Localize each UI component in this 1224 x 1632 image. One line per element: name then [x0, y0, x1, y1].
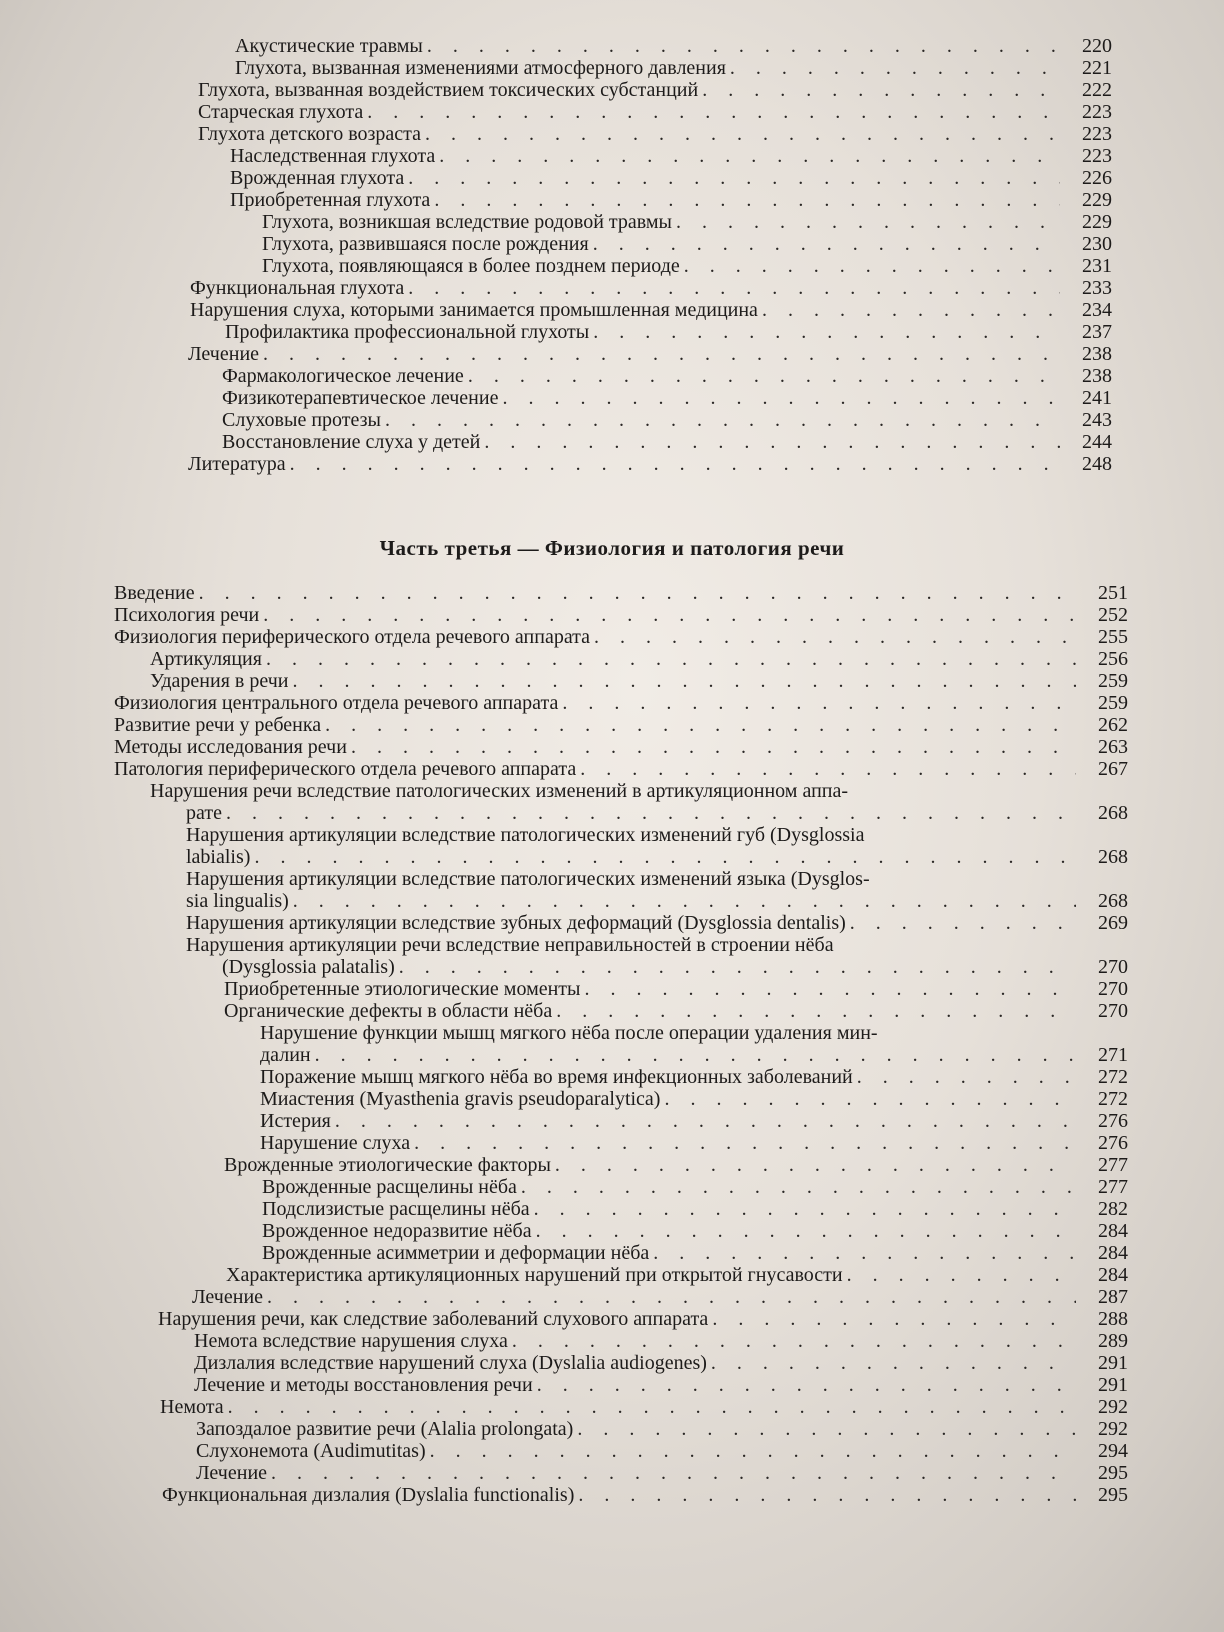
dot-leader — [325, 714, 1076, 736]
dot-leader — [577, 1418, 1076, 1440]
toc-entry — [194, 1352, 1128, 1374]
toc-entry-title: Органические дефекты в области нёба — [224, 1000, 553, 1022]
toc-entry — [262, 211, 1112, 233]
dot-leader — [676, 211, 1060, 233]
toc-entry-page: 292 — [1098, 1396, 1128, 1418]
dot-leader — [468, 365, 1060, 387]
dot-leader — [267, 1286, 1076, 1308]
toc-entry — [190, 299, 1112, 321]
toc-entry — [260, 1110, 1128, 1132]
toc-entry-title: Нарушения артикуляции вследствие зубных деформаций (Dysglossia dentalis) — [186, 912, 846, 934]
dot-leader — [292, 670, 1076, 692]
toc-entry — [262, 1220, 1128, 1242]
toc-entry-title: Немота — [160, 1396, 224, 1418]
toc-entry-page: 268 — [1098, 890, 1128, 912]
toc-entry-page: 262 — [1098, 714, 1128, 736]
toc-entry — [186, 824, 1128, 868]
toc-entry-page: 229 — [1082, 211, 1112, 233]
toc-entry — [235, 57, 1112, 79]
toc-entry-page: 269 — [1098, 912, 1128, 934]
dot-leader — [254, 846, 1076, 868]
toc-entry-page: 272 — [1098, 1066, 1128, 1088]
toc-entry — [260, 1088, 1128, 1110]
dot-leader — [512, 1330, 1076, 1352]
toc-entry-page: 294 — [1098, 1440, 1128, 1462]
toc-entry-page: 291 — [1098, 1374, 1128, 1396]
toc-top-section — [0, 35, 1224, 475]
toc-entry-title: Патология периферического отдела речевого аппарата — [114, 758, 577, 780]
dot-leader — [653, 1242, 1076, 1264]
toc-entry-page: 284 — [1098, 1220, 1128, 1242]
toc-entry-title: Старческая глухота — [198, 101, 364, 123]
toc-entry-page: 277 — [1098, 1154, 1128, 1176]
toc-entry-title: Слухонемота (Audimutitas) — [196, 1440, 426, 1462]
toc-entry — [230, 167, 1112, 189]
toc-entry-page: 237 — [1082, 321, 1112, 343]
dot-leader — [290, 453, 1060, 475]
toc-entry-page: 272 — [1098, 1088, 1128, 1110]
toc-entry-title: Нарушения артикуляции речи вследствие неправильностей в строении нёба — [186, 934, 834, 956]
toc-entry-page: 226 — [1082, 167, 1112, 189]
toc-entry — [192, 1286, 1128, 1308]
toc-entry-title: Физикотерапевтическое лечение — [222, 387, 499, 409]
dot-leader — [367, 101, 1060, 123]
toc-entry-title: Дизлалия вследствие нарушений слуха (Dyslalia audiogenes) — [194, 1352, 707, 1374]
toc-entry-page: 284 — [1098, 1242, 1128, 1264]
toc-entry — [230, 145, 1112, 167]
dot-leader — [584, 978, 1076, 1000]
dot-leader — [228, 1396, 1076, 1418]
toc-entry — [194, 1374, 1128, 1396]
toc-entry-page: 223 — [1082, 145, 1112, 167]
dot-leader — [408, 277, 1060, 299]
toc-entry-title: Фармакологическое лечение — [222, 365, 464, 387]
toc-entry-title-continued: (Dysglossia palatalis) — [222, 956, 395, 978]
dot-leader — [850, 912, 1076, 934]
dot-leader — [439, 145, 1060, 167]
toc-entry-title: Нарушения артикуляции вследствие патологических изменений языка (Dysglos- — [186, 868, 870, 890]
toc-entry-title: Слуховые протезы — [222, 409, 381, 431]
toc-entry — [230, 189, 1112, 211]
toc-entry — [114, 758, 1128, 780]
dot-leader — [712, 1308, 1076, 1330]
toc-entry — [198, 123, 1112, 145]
toc-entry-page: 276 — [1098, 1132, 1128, 1154]
dot-leader — [263, 604, 1076, 626]
toc-entry-page: 221 — [1082, 57, 1112, 79]
dot-leader — [293, 890, 1076, 912]
toc-entry-page: 259 — [1098, 670, 1128, 692]
toc-entry-title: Функциональная глухота — [190, 277, 405, 299]
section-heading: Часть третья — Физиология и патология речи — [379, 536, 845, 560]
toc-entry — [188, 343, 1112, 365]
toc-entry-title: Восстановление слуха у детей — [222, 431, 481, 453]
dot-leader — [594, 626, 1076, 648]
dot-leader — [199, 582, 1076, 604]
toc-entry — [198, 101, 1112, 123]
toc-entry-title: Приобретенная глухота — [230, 189, 431, 211]
toc-entry-title: Характеристика артикуляционных нарушений при открытой гнусавости — [226, 1264, 843, 1286]
toc-entry-title: Приобретенные этиологические моменты — [224, 978, 581, 1000]
dot-leader — [502, 387, 1060, 409]
toc-entry-title-continued: рате — [186, 802, 222, 824]
dot-leader — [730, 57, 1060, 79]
dot-leader — [315, 1044, 1076, 1066]
dot-leader — [521, 1176, 1076, 1198]
toc-entry — [225, 321, 1112, 343]
toc-entry — [262, 255, 1112, 277]
toc-entry — [222, 409, 1112, 431]
dot-leader — [399, 956, 1076, 978]
toc-entry-page: 256 — [1098, 648, 1128, 670]
toc-entry — [114, 604, 1128, 626]
toc-entry-page: 238 — [1082, 365, 1112, 387]
toc-entry-page: 270 — [1098, 956, 1128, 978]
dot-leader — [562, 692, 1076, 714]
toc-entry-title: Физиология периферического отдела речевого аппарата — [114, 626, 591, 648]
toc-entry — [260, 1132, 1128, 1154]
toc-entry — [186, 912, 1128, 934]
dot-leader — [335, 1110, 1076, 1132]
toc-entry-title: Наследственная глухота — [230, 145, 436, 167]
toc-entry-page: 271 — [1098, 1044, 1128, 1066]
toc-entry-page: 251 — [1098, 582, 1128, 604]
toc-entry-title: Глухота детского возраста — [198, 123, 422, 145]
dot-leader — [593, 321, 1060, 343]
dot-leader — [226, 802, 1076, 824]
toc-entry-page: 268 — [1098, 846, 1128, 868]
toc-entry — [224, 1154, 1128, 1176]
dot-leader — [593, 233, 1060, 255]
toc-entry-title-continued: labialis) — [186, 846, 251, 868]
toc-entry-title: Введение — [114, 582, 195, 604]
toc-entry-title: Ударения в речи — [150, 670, 289, 692]
toc-entry-page: 238 — [1082, 343, 1112, 365]
toc-entry — [186, 868, 1128, 912]
toc-entry-title: Врожденные этиологические факторы — [224, 1154, 551, 1176]
toc-entry-page: 267 — [1098, 758, 1128, 780]
dot-leader — [484, 431, 1060, 453]
toc-entry-page: 255 — [1098, 626, 1128, 648]
toc-entry — [114, 692, 1128, 714]
toc-entry-title: Немота вследствие нарушения слуха — [194, 1330, 508, 1352]
toc-entry-title: Артикуляция — [150, 648, 262, 670]
toc-entry-title: Литература — [188, 453, 286, 475]
toc-entry-title: Физиология центрального отдела речевого аппарата — [114, 692, 559, 714]
dot-leader — [555, 1154, 1076, 1176]
toc-entry-title: Глухота, развившаяся после рождения — [262, 233, 589, 255]
dot-leader — [556, 1000, 1076, 1022]
toc-entry-title: Нарушения артикуляции вследствие патологических изменений губ (Dysglossia — [186, 824, 865, 846]
dot-leader — [578, 1484, 1076, 1506]
toc-entry-title: Нарушения речи вследствие патологических изменений в артикуляционном аппа- — [150, 780, 849, 802]
toc-entry-page: 277 — [1098, 1176, 1128, 1198]
toc-entry — [196, 1440, 1128, 1462]
toc-entry-title: Истерия — [260, 1110, 331, 1132]
dot-leader — [414, 1132, 1076, 1154]
toc-entry-page: 248 — [1082, 453, 1112, 475]
toc-entry — [158, 1308, 1128, 1330]
toc-entry — [222, 387, 1112, 409]
toc-entry-page: 222 — [1082, 79, 1112, 101]
dot-leader — [425, 123, 1060, 145]
toc-entry-page: 284 — [1098, 1264, 1128, 1286]
toc-entry-title: Глухота, вызванная воздействием токсических субстанций — [198, 79, 699, 101]
dot-leader — [664, 1088, 1076, 1110]
toc-entry — [222, 365, 1112, 387]
toc-entry-page: 259 — [1098, 692, 1128, 714]
toc-entry-title: Лечение — [196, 1462, 268, 1484]
toc-entry-title: Миастения (Myasthenia gravis pseudoparalytica) — [260, 1088, 661, 1110]
dot-leader — [580, 758, 1076, 780]
toc-entry — [194, 1330, 1128, 1352]
toc-entry-title-continued: sia lingualis) — [186, 890, 289, 912]
toc-entry-title: Глухота, возникшая вследствие родовой травмы — [262, 211, 672, 233]
toc-entry-page: 230 — [1082, 233, 1112, 255]
dot-leader — [537, 1374, 1076, 1396]
toc-entry-page: 292 — [1098, 1418, 1128, 1440]
toc-entry — [114, 714, 1128, 736]
toc-entry — [196, 1462, 1128, 1484]
toc-entry — [188, 453, 1112, 475]
toc-entry-page: 244 — [1082, 431, 1112, 453]
toc-entry — [260, 1066, 1128, 1088]
toc-entry — [226, 1264, 1128, 1286]
toc-entry-page: 243 — [1082, 409, 1112, 431]
toc-entry-title: Подслизистые расщелины нёба — [262, 1198, 530, 1220]
toc-entry-title: Нарушения слуха, которыми занимается промышленная медицина — [190, 299, 758, 321]
toc-entry-page: 263 — [1098, 736, 1128, 758]
toc-entry-page: 295 — [1098, 1484, 1128, 1506]
dot-leader — [351, 736, 1076, 758]
toc-entry — [198, 79, 1112, 101]
dot-leader — [762, 299, 1060, 321]
toc-entry-title: Запоздалое развитие речи (Alalia prolongata) — [196, 1418, 574, 1440]
toc-entry-title: Психология речи — [114, 604, 260, 626]
dot-leader — [427, 35, 1060, 57]
toc-entry — [160, 1396, 1128, 1418]
toc-entry — [186, 934, 1128, 978]
dot-leader — [263, 343, 1060, 365]
toc-entry — [150, 780, 1128, 824]
toc-entry-title: Нарушения речи, как следствие заболеваний слухового аппарата — [158, 1308, 709, 1330]
toc-bottom-section — [0, 582, 1224, 1506]
dot-leader — [271, 1462, 1076, 1484]
toc-entry — [262, 233, 1112, 255]
toc-entry-page: 252 — [1098, 604, 1128, 626]
toc-entry-title-continued: далин — [260, 1044, 311, 1066]
dot-leader — [684, 255, 1060, 277]
toc-entry — [224, 978, 1128, 1000]
toc-entry-page: 282 — [1098, 1198, 1128, 1220]
toc-entry-title: Нарушение слуха — [260, 1132, 411, 1154]
dot-leader — [847, 1264, 1076, 1286]
dot-leader — [711, 1352, 1076, 1374]
toc-entry — [162, 1484, 1128, 1506]
toc-entry-page: 220 — [1082, 35, 1112, 57]
toc-entry-page: 223 — [1082, 123, 1112, 145]
toc-entry-title: Поражение мышц мягкого нёба во время инфекционных заболеваний — [260, 1066, 853, 1088]
dot-leader — [534, 1198, 1076, 1220]
toc-entry — [114, 626, 1128, 648]
toc-entry — [260, 1022, 1128, 1066]
toc-entry — [235, 35, 1112, 57]
toc-entry-page: 288 — [1098, 1308, 1128, 1330]
toc-entry-page: 234 — [1082, 299, 1112, 321]
toc-entry-title: Методы исследования речи — [114, 736, 347, 758]
toc-entry-title: Глухота, появляющаяся в более позднем периоде — [262, 255, 680, 277]
toc-entry — [262, 1242, 1128, 1264]
toc-entry-page: 233 — [1082, 277, 1112, 299]
dot-leader — [385, 409, 1060, 431]
toc-entry-page: 241 — [1082, 387, 1112, 409]
dot-leader — [857, 1066, 1076, 1088]
toc-entry — [262, 1198, 1128, 1220]
toc-entry-page: 268 — [1098, 802, 1128, 824]
dot-leader — [266, 648, 1076, 670]
dot-leader — [434, 189, 1060, 211]
toc-entry-page: 270 — [1098, 978, 1128, 1000]
toc-entry-page: 295 — [1098, 1462, 1128, 1484]
toc-entry-page: 270 — [1098, 1000, 1128, 1022]
toc-entry — [196, 1418, 1128, 1440]
toc-entry — [114, 582, 1128, 604]
toc-entry-title: Врожденная глухота — [230, 167, 405, 189]
toc-entry — [190, 277, 1112, 299]
toc-entry — [150, 670, 1128, 692]
toc-entry — [262, 1176, 1128, 1198]
dot-leader — [702, 79, 1060, 101]
toc-entry-page: 223 — [1082, 101, 1112, 123]
toc-entry-page: 289 — [1098, 1330, 1128, 1352]
toc-entry-title: Врожденные асимметрии и деформации нёба — [262, 1242, 650, 1264]
toc-entry-title: Развитие речи у ребенка — [114, 714, 322, 736]
toc-entry — [114, 736, 1128, 758]
toc-entry-title: Лечение и методы восстановления речи — [194, 1374, 533, 1396]
toc-entry-title: Лечение — [192, 1286, 264, 1308]
dot-leader — [430, 1440, 1076, 1462]
toc-entry-title: Акустические травмы — [235, 35, 423, 57]
toc-entry — [222, 431, 1112, 453]
toc-entry-page: 229 — [1082, 189, 1112, 211]
toc-entry-title: Лечение — [188, 343, 260, 365]
toc-entry-title: Нарушение функции мышц мягкого нёба после операции удаления мин- — [260, 1022, 878, 1044]
toc-entry — [150, 648, 1128, 670]
dot-leader — [408, 167, 1060, 189]
toc-entry-page: 231 — [1082, 255, 1112, 277]
toc-entry-page: 276 — [1098, 1110, 1128, 1132]
dot-leader — [536, 1220, 1076, 1242]
toc-entry-title: Профилактика профессиональной глухоты — [225, 321, 590, 343]
toc-entry-title: Глухота, вызванная изменениями атмосферного давления — [235, 57, 726, 79]
toc-entry — [224, 1000, 1128, 1022]
toc-entry-title: Врожденное недоразвитие нёба — [262, 1220, 532, 1242]
toc-entry-page: 291 — [1098, 1352, 1128, 1374]
toc-entry-title: Функциональная дизлалия (Dyslalia functionalis) — [162, 1484, 575, 1506]
toc-entry-page: 287 — [1098, 1286, 1128, 1308]
toc-entry-title: Врожденные расщелины нёба — [262, 1176, 517, 1198]
